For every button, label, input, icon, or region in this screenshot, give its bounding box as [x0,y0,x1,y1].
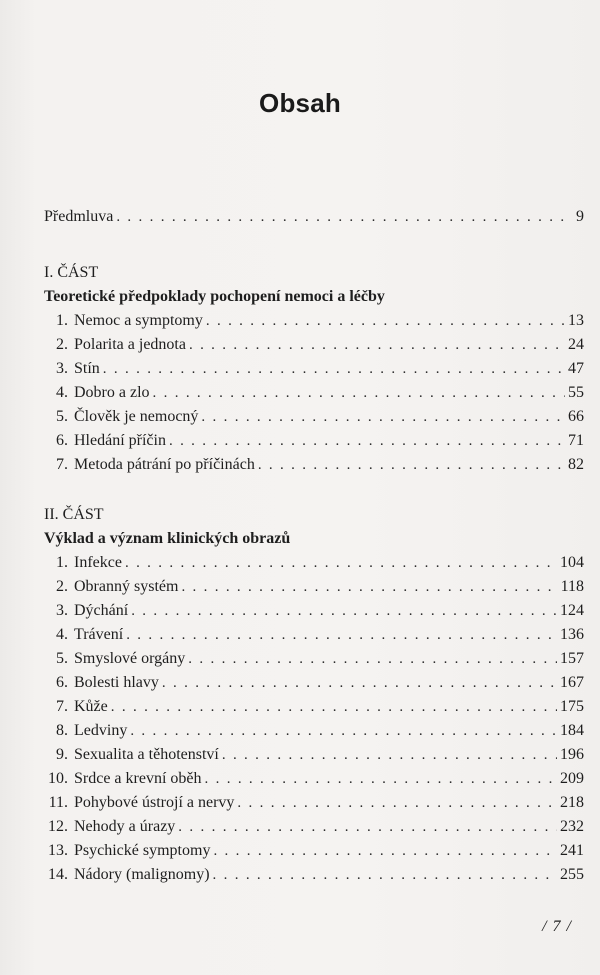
toc-entry-label: Ledviny [74,722,128,739]
toc-entry [44,453,584,477]
toc-entry-page: 47 [568,360,584,377]
toc-entry [44,719,584,743]
leader-dots [125,551,557,575]
toc-entry-number: 4. [56,626,68,643]
toc-entry [44,623,584,647]
toc-entry-label: Bolesti hlavy [74,674,159,691]
toc-entry-page: 184 [560,722,584,739]
toc-entry-label: Sexualita a těhotenství [74,746,219,763]
page-title: Obsah [259,88,341,118]
part-subtitle: Výklad a význam klinických obrazů [44,530,291,547]
part-2-entries [44,551,584,887]
toc-entry-label: Obranný systém [74,578,179,595]
leader-dots [126,623,557,647]
toc-entry-label: Hledání příčin [74,432,166,449]
toc-entry-page: 255 [560,866,584,883]
toc-entry-label: Infekce [74,554,122,571]
toc-entry-number: 9. [56,746,68,763]
leader-dots [181,575,557,599]
toc-entry-number: 3. [56,602,68,619]
toc-entry-page: 9 [576,208,584,225]
toc-entry [44,429,584,453]
leader-dots [169,429,565,453]
toc-entry-number: 12. [48,818,68,835]
toc-entry-label: Předmluva [44,208,114,225]
toc-entry-page: 241 [560,842,584,859]
toc-entry-number: 1. [56,312,68,329]
toc-entry-page: 24 [568,336,584,353]
leader-dots [111,695,557,719]
toc-entry-label: Metoda pátrání po příčinách [74,456,255,473]
toc-entry [44,381,584,405]
toc-entry-number: 14. [48,866,68,883]
toc-entry [44,839,584,863]
leader-dots [130,719,557,743]
toc-entry-label: Nemoc a symptomy [74,312,203,329]
toc-entry-number: 10. [48,770,68,787]
table-of-contents [44,205,584,887]
toc-entry-page: 82 [568,456,584,473]
toc-entry [44,333,584,357]
toc-entry-label: Stín [74,360,100,377]
toc-entry-page: 104 [560,554,584,571]
toc-entry-page: 232 [560,818,584,835]
toc-entry-label: Smyslové orgány [74,650,186,667]
toc-entry [44,695,584,719]
leader-dots [188,647,557,671]
leader-dots [222,743,557,767]
toc-entry-label: Srdce a krevní oběh [74,770,202,787]
toc-entry-page: 209 [560,770,584,787]
toc-entry-label: Dýchání [74,602,129,619]
toc-entry-number: 7. [56,698,68,715]
leader-dots [213,863,557,887]
leader-dots [201,405,565,429]
toc-entry-label: Psychické symptomy [74,842,211,859]
toc-entry [44,599,584,623]
toc-entry-number: 5. [56,650,68,667]
toc-entry [44,309,584,333]
part-heading: I. ČÁST [44,264,99,281]
toc-entry-label: Nádory (malignomy) [74,866,210,883]
leader-dots [178,815,557,839]
toc-entry [44,405,584,429]
toc-entry-preface [44,205,584,229]
toc-entry-label: Kůže [74,698,108,715]
toc-entry [44,647,584,671]
leader-dots [103,357,565,381]
leader-dots [116,205,567,229]
leader-dots [237,791,557,815]
toc-entry-number: 3. [56,360,68,377]
toc-entry-page: 157 [560,650,584,667]
toc-entry-number: 5. [56,408,68,425]
leader-dots [213,839,557,863]
toc-entry-number: 11. [48,794,68,811]
toc-entry-label: Trávení [74,626,124,643]
toc-entry [44,575,584,599]
toc-entry-number: 1. [56,554,68,571]
toc-entry-page: 13 [568,312,584,329]
toc-entry [44,743,584,767]
toc-entry [44,815,584,839]
toc-entry [44,357,584,381]
toc-entry-number: 2. [56,336,68,353]
toc-entry-label: Polarita a jednota [74,336,186,353]
toc-entry-page: 196 [560,746,584,763]
toc-entry-page: 175 [560,698,584,715]
toc-entry-page: 55 [568,384,584,401]
toc-entry-number: 4. [56,384,68,401]
part-subtitle: Teoretické předpoklady pochopení nemoci a léčby [44,288,385,305]
toc-entry-page: 124 [560,602,584,619]
toc-entry [44,863,584,887]
toc-entry-page: 218 [560,794,584,811]
toc-entry-page: 66 [568,408,584,425]
leader-dots [189,333,565,357]
toc-entry-page: 71 [568,432,584,449]
leader-dots [131,599,557,623]
toc-entry-number: 8. [56,722,68,739]
toc-entry-number: 6. [56,674,68,691]
toc-entry-label: Člověk je nemocný [74,408,199,425]
toc-entry [44,767,584,791]
page-number: / 7 / [542,918,572,935]
toc-entry [44,671,584,695]
toc-entry-number: 7. [56,456,68,473]
toc-entry-label: Nehody a úrazy [74,818,176,835]
toc-entry [44,791,584,815]
toc-entry-page: 136 [560,626,584,643]
leader-dots [205,767,557,791]
toc-entry-page: 118 [560,578,584,595]
toc-entry [44,551,584,575]
toc-entry-number: 13. [48,842,68,859]
leader-dots [153,381,565,405]
toc-entry-number: 2. [56,578,68,595]
leader-dots [206,309,565,333]
toc-entry-page: 167 [560,674,584,691]
leader-dots [258,453,565,477]
toc-entry-number: 6. [56,432,68,449]
toc-entry-label: Pohybové ústrojí a nervy [74,794,235,811]
toc-entry-label: Dobro a zlo [74,384,150,401]
part-heading: II. ČÁST [44,506,104,523]
leader-dots [162,671,557,695]
part-1-entries [44,309,584,477]
